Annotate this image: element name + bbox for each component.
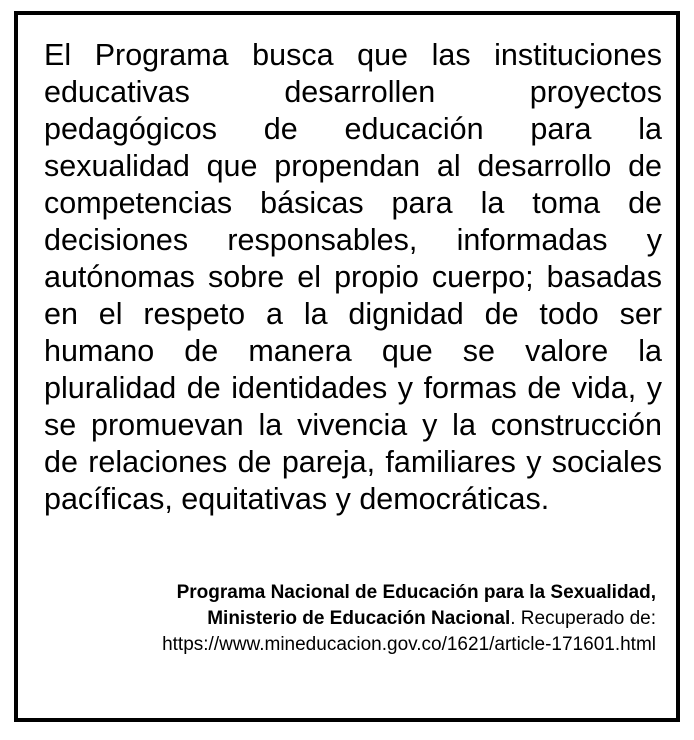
citation-url: https://www.mineducacion.gov.co/1621/article-171601.html: [162, 634, 656, 655]
citation-source-line: [46, 606, 656, 632]
quote-box: [14, 11, 680, 722]
citation-program: Programa Nacional de Educación para la Sexualidad,: [176, 582, 656, 603]
citation: [46, 580, 656, 658]
citation-retrieved-prefix: . Recuperado de:: [510, 608, 656, 629]
citation-ministry: Ministerio de Educación Nacional: [207, 608, 511, 629]
quote-text: El Programa busca que las instituciones educativas desarrollen proyectos pedagógicos de educación para la sexualidad que propendan al desarrollo de competencias básicas para la toma de decisiones responsables, informadas y autónomas sobre el propio cuerpo; basadas en el respeto a la dignidad de todo ser humano de manera que se valore la pluralidad de identidades y formas de vida, y se promuevan la vivencia y la construcción de relaciones de pareja, familiares y sociales pacíficas, equitativas y democráticas.: [44, 38, 662, 516]
